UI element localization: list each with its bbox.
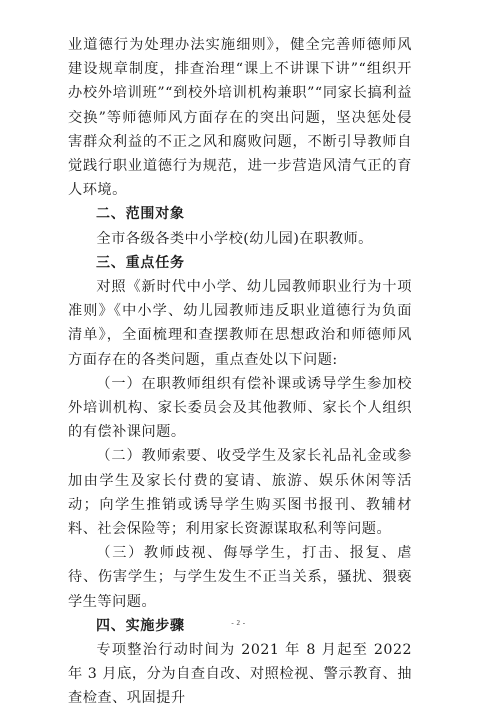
continuation-paragraph: 业道德行为处理办法实施细则》，健全完善师德师风建设规章制度，排查治理“课上不讲课下讲”“组织开办校外培训班”“到校外培训机构兼职”“同家长搞利益交换”等师德师风方面存在的突出问题，坚决惩处侵害群众利益的不正之风和腐败问题，不断引导教师自觉践行职业道德行为规范，进一步营造风清气正的育人环境。 (68, 37, 412, 199)
section-heading-key-tasks: 三、重点任务 (96, 254, 185, 271)
key-task-item-1: （一）在职教师组织有偿补课或诱导学生参加校外培训机构、家长委员会及其他教师、家长个人组织的有偿补课问题。 (68, 375, 412, 441)
section-heading-steps: 四、实施步骤 (96, 617, 185, 634)
key-task-item-2: （二）教师索要、收受学生及家长礼品礼金或参加由学生及家长付费的宴请、旅游、娱乐休闲等活动；向学生推销或诱导学生购买图书报刊、教辅材料、社会保险等；利用家长资源谋取私利等问题。 (68, 448, 412, 538)
scope-paragraph: 全市各级各类中小学校(幼儿园)在职教师。 (96, 230, 373, 247)
steps-paragraph: 专项整治行动时间为 2021 年 8 月起至 2022 年 3 月底，分为自查自改、对照检视、警示教育、抽查检查、巩固提升 (68, 642, 412, 707)
section-heading-scope: 二、范围对象 (96, 206, 185, 223)
page-number: - 2 - (231, 619, 246, 627)
document-body (68, 33, 412, 711)
key-task-item-3: （三）教师歧视、侮辱学生，打击、报复、虐待、伤害学生；与学生发生不正当关系，骚扰、猥亵学生等问题。 (68, 545, 412, 610)
key-tasks-intro-paragraph: 对照《新时代中小学、幼儿园教师职业行为十项准则》《中小学、幼儿园教师违反职业道德行为负面清单》，全面梳理和查摆教师在思想政治和师德师风方面存在的各类问题，重点查处以下问题: (68, 279, 412, 368)
